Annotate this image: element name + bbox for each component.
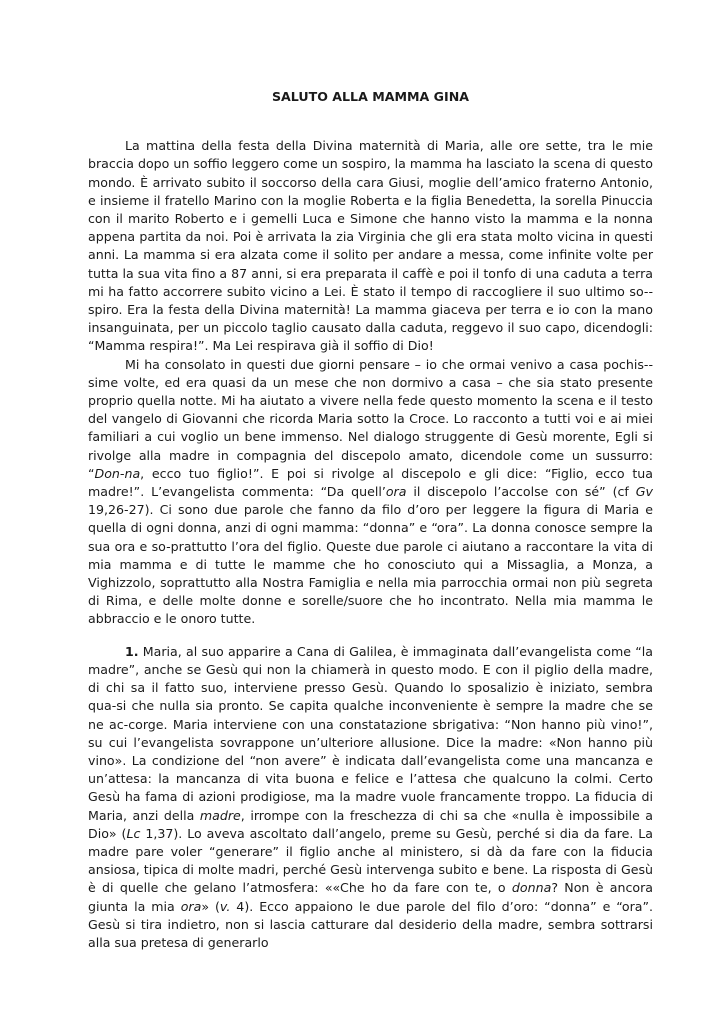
text-run: Mi ha consolato in questi due giorni pensare – io che ormai venivo a casa pochis-sime volte, ed era quasi da un mese che non dormivo a casa – che sia stato presente proprio quella notte. Mi ha aiutato a vivere nella fede questo momento la scena e il testo del vangelo di Giovanni che ricorda Maria sotto la Croce. Lo racconto a tutti voi e ai miei familiari a cui voglio un bene immenso. Nel dialogo struggente di Gesù morente, Egli si rivolge alla madre in compagnia del discepolo amato, dicendole come un sussurro: “ <box>88 356 653 481</box>
paragraph-1 <box>88 137 653 355</box>
document-title: SALUTO ALLA MAMMA GINA <box>271 89 469 104</box>
italic-text: Lc <box>126 825 141 841</box>
text-run: il discepolo l’accolse con sé” (cf <box>406 484 636 500</box>
text-run: » ( <box>201 898 220 914</box>
text-run: , ecco tuo figlio!”. E poi si rivolge al discepolo e gli dice: “Figlio, ecco tua madre!”. L’evangelista commenta: “Da quell’ <box>88 465 653 500</box>
text-run: 19,26-27). Ci sono due parole che fanno da filo d’oro per leggere la figura di Maria e quella di ogni donna, anzi di ogni mamma: “donna” e “ora”. La donna conosce sempre la sua ora e so-prattutto l’ora del figlio. Queste due parole ci aiutano a raccontare la vita di mia mamma e di tutte le mamme che ho conosciuto qui a Missaglia, a Monza, a Vighizzolo, soprattutto alla Nostra Famiglia e nella mia parrocchia ormai non più segreta di Rima, e delle molte donne e sorelle/suore che ho incontrato. Nella mia mamma le abbraccio e le onoro tutte. <box>88 502 653 627</box>
bold-text: 1. <box>125 643 139 659</box>
document-page <box>88 88 653 952</box>
text-run: ? Non è ancora giunta la mia <box>88 880 653 914</box>
paragraph-3 <box>88 643 653 952</box>
text-run: , irrompe con la freschezza di chi sa che «nulla è impossibile a Dio» ( <box>88 807 653 841</box>
italic-text: madre <box>199 807 241 823</box>
paragraph-2 <box>88 356 653 629</box>
italic-text: donna <box>511 880 552 896</box>
paragraph-spacer <box>88 629 653 643</box>
text-run: 1,37). Lo aveva ascoltato dall’angelo, preme su Gesù, perché si dia da fare. La madre pare voler “generare” il figlio anche al ministero, si dà da fare con la fiducia ansiosa, tipica di molte madri, perché Gesù intervenga subito e bene. La risposta di Gesù è di quelle che gelano l’atmosfera: ««Che ho da fare con te, o <box>88 825 653 896</box>
italic-text: ora <box>180 898 202 914</box>
italic-text: Don-na <box>94 465 141 481</box>
italic-text: Gv <box>635 484 653 500</box>
text-run: 4). Ecco appaiono le due parole del filo d’oro: “donna” e “ora”. Gesù si tira indietro, non si lascia catturare dal desiderio della madre, sembra sottrarsi alla sua pretesa di generarlo <box>88 898 654 950</box>
text-run: La mattina della festa della Divina maternità di Maria, alle ore sette, tra le mie braccia dopo un soffio leggero come un sospiro, la mamma ha lasciato la scena di questo mondo. È arrivato subito il soccorso della cara Giusi, moglie dell’amico fraterno Antonio, e insieme il fratello Marino con la moglie Roberta e la figlia Benedetta, la sorella Pinuccia con il marito Roberto e i gemelli Luca e Simone che hanno visto la mamma e la nonna appena partita da noi. Poi è arrivata la zia Virginia che gli era stata molto vicina in questi anni. La mamma si era alzata come il solito per andare a messa, come infinite volte per tutta la sua vita fino a 87 anni, si era preparata il caffè e poi il tonfo di una caduta a terra mi ha fatto accorrere subito vicino a Lei. È stato il tempo di raccogliere il suo ultimo so-spiro. Era la festa della Divina maternità! La mamma giaceva per terra e io con la mano insanguinata, per un piccolo taglio causato dalla caduta, reggevo il suo capo, dicendogli: “Mamma respira!”. Ma Lei respirava già il soffio di Dio! <box>88 138 653 354</box>
text-run: Maria, al suo apparire a Cana di Galilea, è immaginata dall’evangelista come “la madre”, anche se Gesù qui non la chiamerà in questo modo. E con il piglio della madre, di chi sa il fatto suo, interviene presso Gesù. Quando lo sposalizio è iniziato, sembra qua-si che nulla sia pronto. Se capita qualche inconveniente è sempre la madre che se ne ac-corge. Maria interviene con una constatazione sbrigativa: “Non hanno più vino!”, su cui l’evangelista sovrappone un’ulteriore allusione. Dice la madre: «Non hanno più vino». La condizione del “non avere” è indicata dall’evangelista come una mancanza e un’attesa: la mancanza di vita buona e felice e l’attesa che qualcuno la colmi. Certo Gesù ha fama di azioni prodigiose, ma la madre vuole francamente troppo. La fiducia di Maria, anzi della <box>88 643 653 823</box>
italic-text: v. <box>219 898 231 914</box>
italic-text: ora <box>385 484 407 500</box>
